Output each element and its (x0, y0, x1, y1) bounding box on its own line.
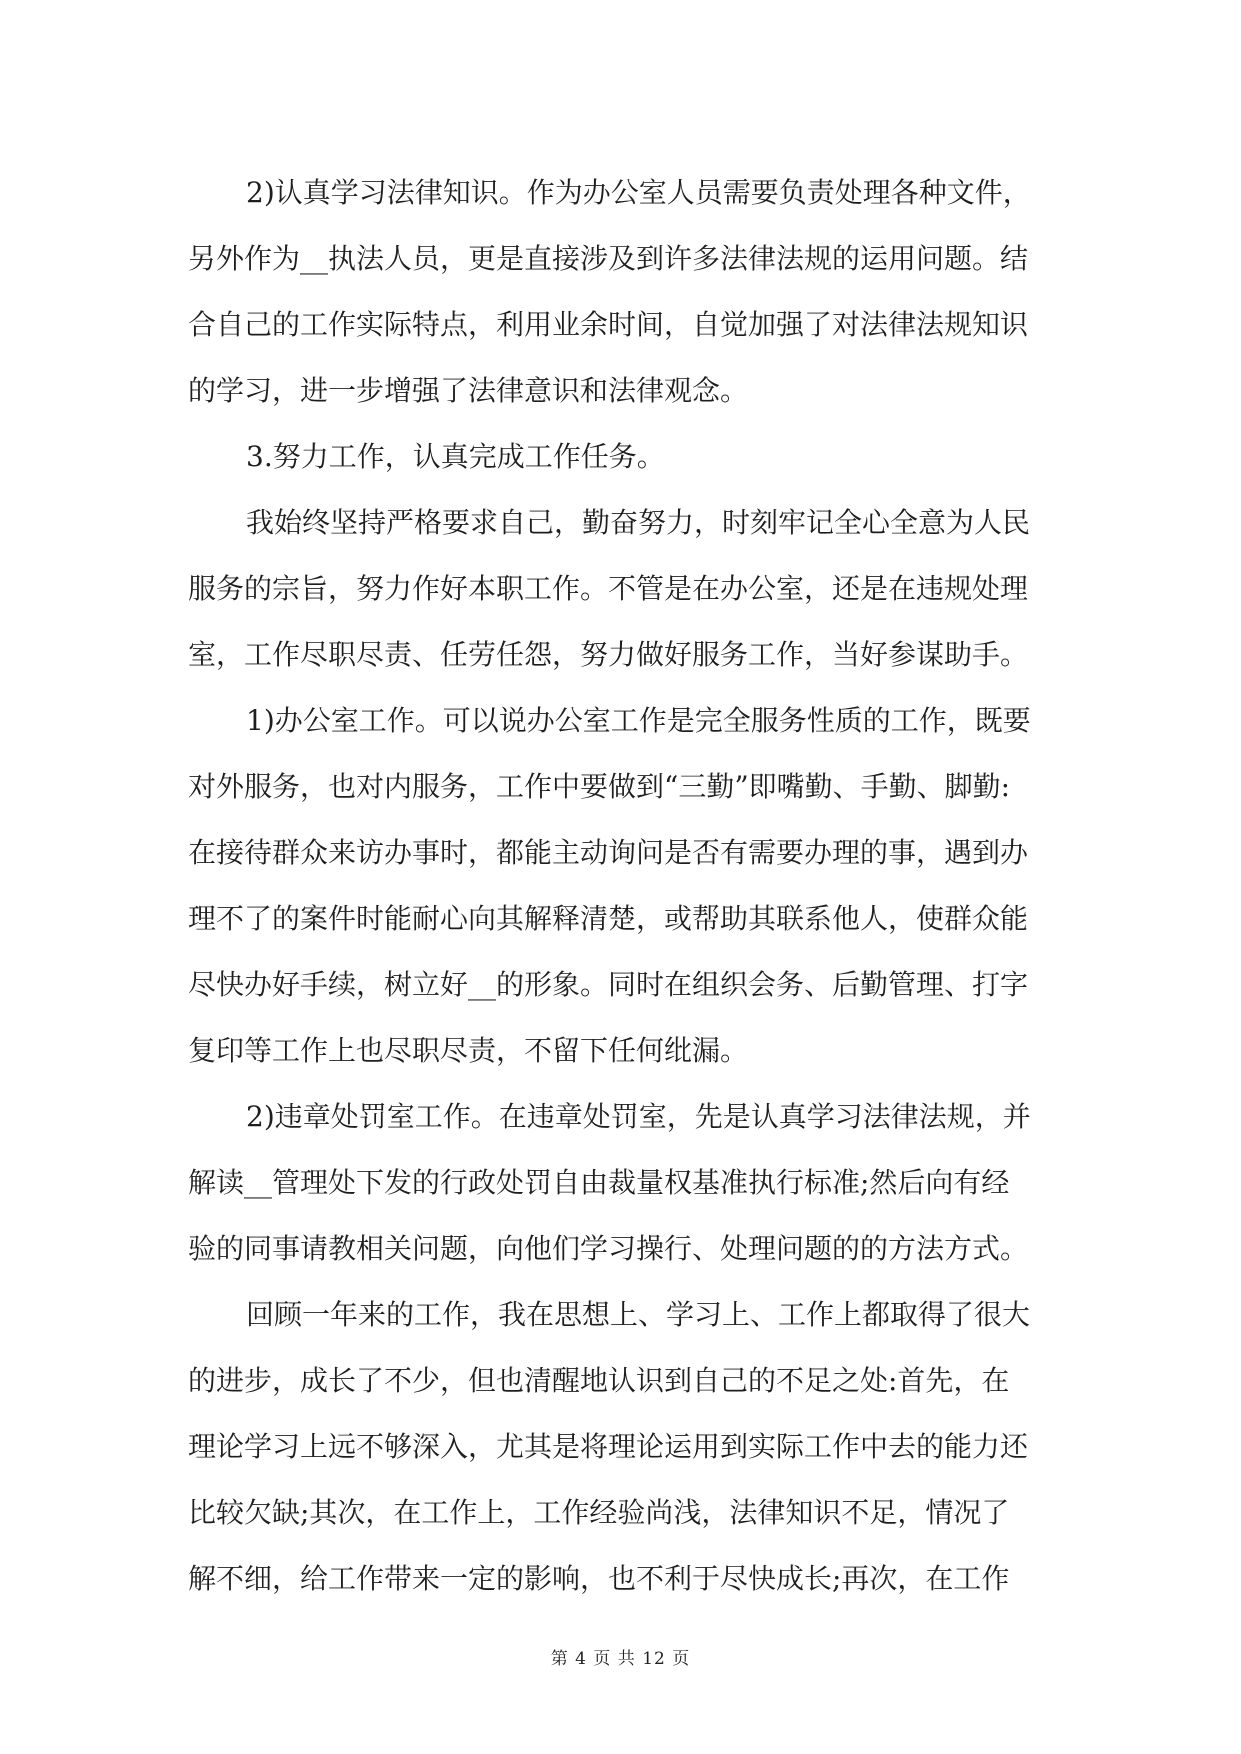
text-line: 的进步，成长了不少，但也清醒地认识到自己的不足之处:首先，在 (188, 1364, 1010, 1397)
section-heading-work-tasks (188, 424, 1058, 490)
text-line: 解读__管理处下发的行政处罚自由裁量权基准执行标准;然后向有经 (188, 1166, 1010, 1199)
page-number-footer: 第 4 页 共 12 页 (550, 1649, 691, 1669)
paragraph-office-work (188, 688, 1058, 1084)
text-line: 理论学习上远不够深入，尤其是将理论运用到实际工作中去的能力还 (188, 1430, 1029, 1463)
text-line: 的学习，进一步增强了法律意识和法律观念。 (188, 374, 749, 407)
text-line: 1)办公室工作。可以说办公室工作是完全服务性质的工作，既要 (246, 704, 1031, 737)
paragraph-work-attitude (188, 490, 1058, 688)
text-line: 复印等工作上也尽职尽责，不留下任何纰漏。 (188, 1034, 749, 1067)
text-line: 在接待群众来访办事时，都能主动询问是否有需要办理的事，遇到办 (188, 836, 1029, 869)
text-line: 室，工作尽职尽责、任劳任怨，努力做好服务工作，当好参谋助手。 (188, 638, 1029, 671)
text-line: 回顾一年来的工作，我在思想上、学习上、工作上都取得了很大 (246, 1298, 1031, 1331)
text-line: 对外服务，也对内服务，工作中要做到“三勤”即嘴勤、手勤、脚勤: (188, 770, 1011, 803)
paragraph-violation-office (188, 1084, 1058, 1282)
text-line: 理不了的案件时能耐心向其解释清楚，或帮助其联系他人，使群众能 (188, 902, 1029, 935)
document-body (188, 160, 1058, 1612)
text-line: 比较欠缺;其次，在工作上，工作经验尚浅，法律知识不足，情况了 (188, 1496, 1010, 1529)
paragraph-year-review (188, 1282, 1058, 1612)
paragraph-legal-study (188, 160, 1058, 424)
text-line: 合自己的工作实际特点，利用业余时间，自觉加强了对法律法规知识 (188, 308, 1029, 341)
text-line: 解不细，给工作带来一定的影响，也不利于尽快成长;再次，在工作 (188, 1562, 1010, 1595)
text-line: 2)认真学习法律知识。作为办公室人员需要负责处理各种文件， (246, 176, 1031, 209)
text-line: 另外作为__执法人员，更是直接涉及到许多法律法规的运用问题。结 (188, 242, 1029, 275)
text-line: 我始终坚持严格要求自己，勤奋努力，时刻牢记全心全意为人民 (246, 506, 1031, 539)
text-line: 3.努力工作，认真完成工作任务。 (246, 440, 665, 473)
text-line: 服务的宗旨，努力作好本职工作。不管是在办公室，还是在违规处理 (188, 572, 1029, 605)
text-line: 尽快办好手续，树立好__的形象。同时在组织会务、后勤管理、打字 (188, 968, 1029, 1001)
text-line: 2)违章处罚室工作。在违章处罚室，先是认真学习法律法规，并 (246, 1100, 1031, 1133)
text-line: 验的同事请教相关问题，向他们学习操行、处理问题的的方法方式。 (188, 1232, 1029, 1265)
